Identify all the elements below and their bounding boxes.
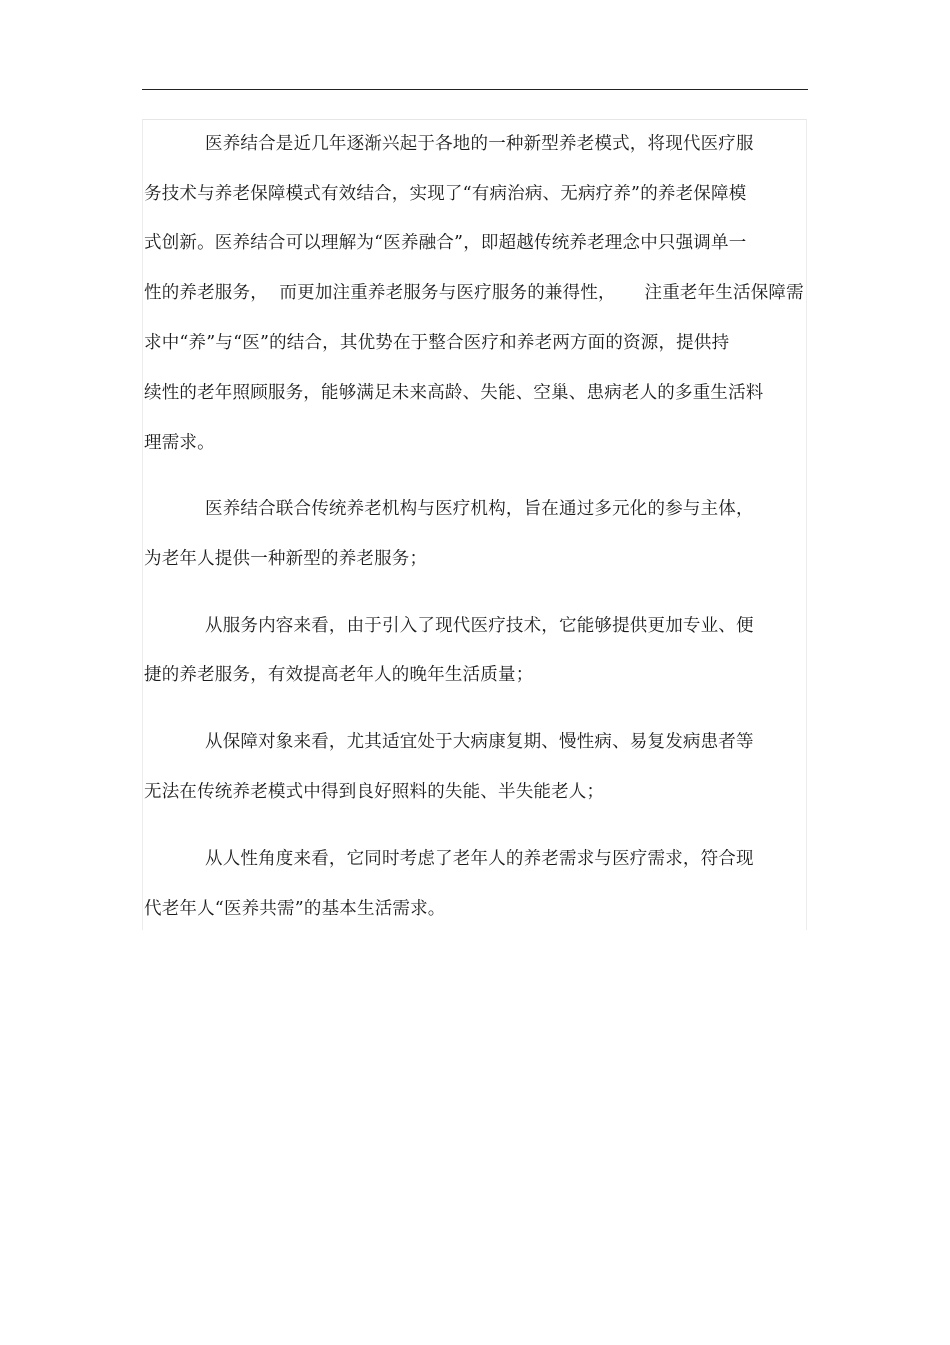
paragraph-line: 医养结合是近几年逐渐兴起于各地的一种新型养老模式，将现代医疗服 xyxy=(205,134,754,154)
paragraph-line: 捷的养老服务，有效提高老年人的晚年生活质量； xyxy=(144,665,534,685)
paragraph-line: 从人性角度来看，它同时考虑了老年人的养老需求与医疗需求，符合现 xyxy=(205,849,754,869)
header-rule xyxy=(142,89,808,90)
paragraph-line: 求中“养”与“医”的结合，其优势在于整合医疗和养老两方面的资源，提供持 xyxy=(144,333,730,353)
paragraph-line: 从保障对象来看，尤其适宜处于大病康复期、慢性病、易复发病患者等 xyxy=(205,732,754,752)
paragraph-line: 务技术与养老保障模式有效结合，实现了“有病治病、无病疗养”的养老保障模 xyxy=(144,184,747,204)
paragraph-line: 从服务内容来看，由于引入了现代医疗技术，它能够提供更加专业、便 xyxy=(205,616,754,636)
paragraph-line: 式创新。医养结合可以理解为“医养融合”，即超越传统养老理念中只强调单一 xyxy=(144,233,747,253)
paragraph-line: 理需求。 xyxy=(144,433,215,453)
paragraph-line: 续性的老年照顾服务，能够满足未来高龄、失能、空巢、患病老人的多重生活料 xyxy=(144,383,764,403)
paragraph-line: 性的养老服务， 而更加注重养老服务与医疗服务的兼得性， 注重老年生活保障需 xyxy=(144,283,804,303)
paragraph-line: 无法在传统养老模式中得到良好照料的失能、半失能老人； xyxy=(144,782,605,802)
paragraph-line: 医养结合联合传统养老机构与医疗机构，旨在通过多元化的参与主体， xyxy=(205,499,754,519)
paragraph-line: 为老年人提供一种新型的养老服务； xyxy=(144,549,428,569)
paragraph-line: 代老年人“医养共需”的基本生活需求。 xyxy=(144,899,446,919)
